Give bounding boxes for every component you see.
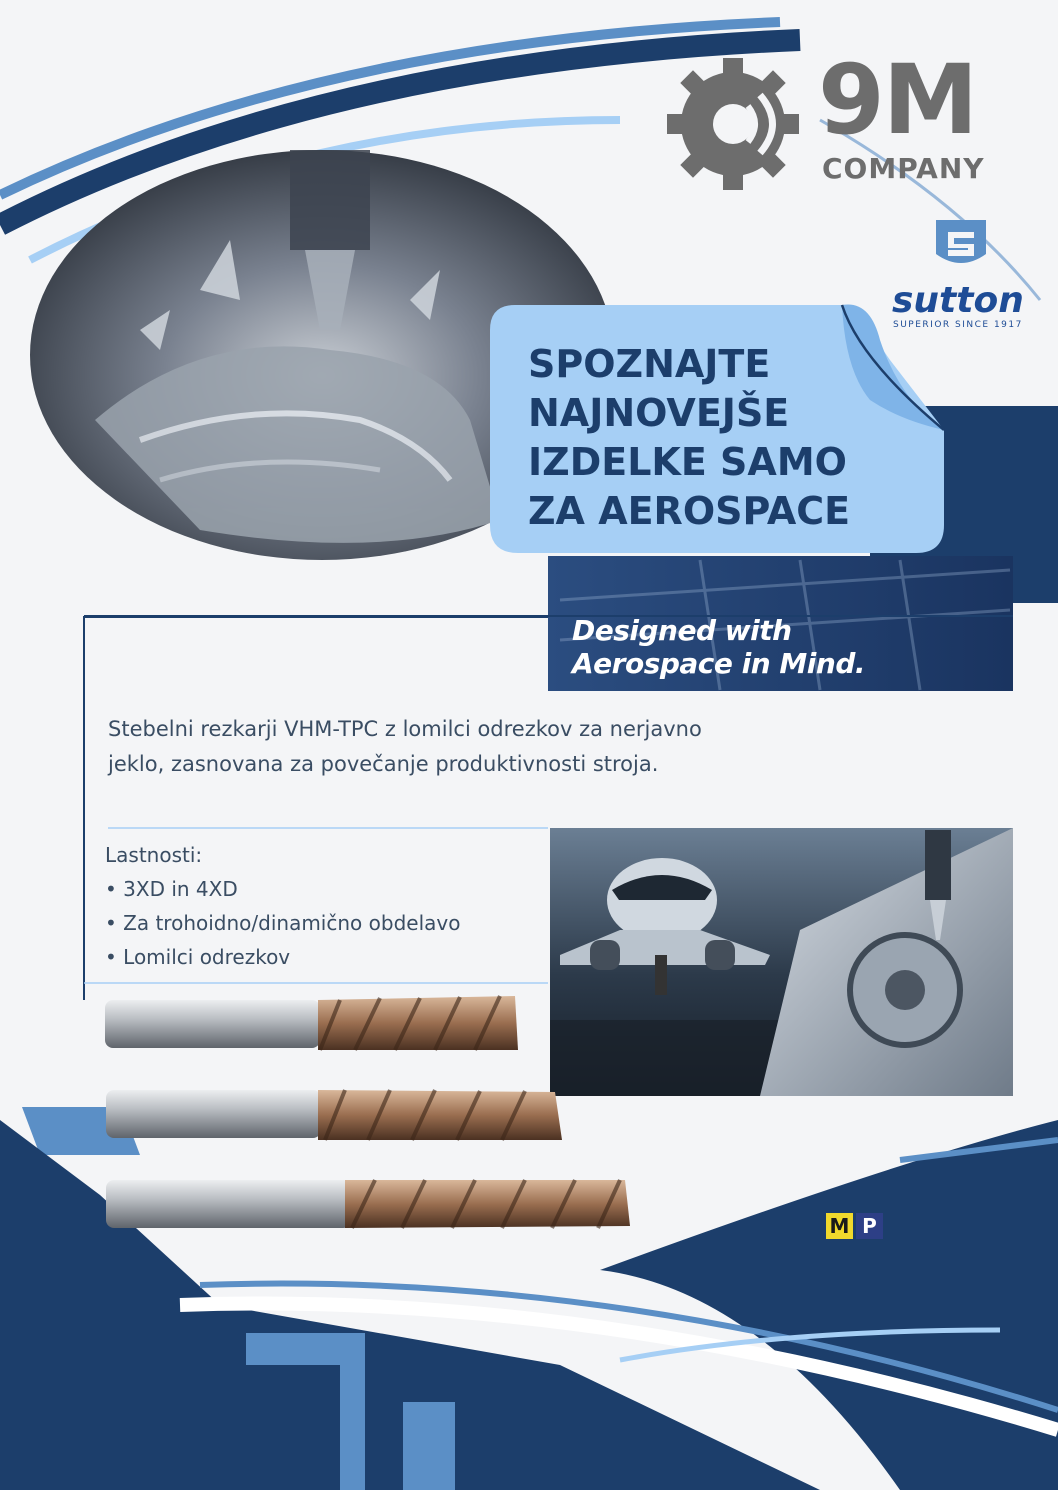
- partner-logo-text: sutton: [892, 280, 1024, 321]
- feature-item: • Lomilci odrezkov: [105, 945, 291, 969]
- banner-line-1: Designed with: [572, 614, 792, 647]
- brand-logo-text: 9M: [818, 44, 977, 156]
- partner-tagline: SUPERIOR SINCE 1917: [893, 320, 1023, 330]
- mp-badge-p: P: [856, 1213, 883, 1239]
- mp-badge-m: M: [826, 1213, 853, 1239]
- banner-line-2: Aerospace in Mind.: [572, 647, 865, 680]
- product-description: Stebelni rezkarji VHM-TPC z lomilci odrezkov za nerjavno jeklo, zasnovana za povečanje produktivnosti stroja.: [108, 717, 702, 776]
- end-mill-3: [106, 1180, 630, 1228]
- end-mill-1: [105, 996, 518, 1050]
- gear-logo-icon: [667, 58, 799, 190]
- features-title: Lastnosti:: [105, 843, 203, 867]
- feature-item: • Za trohoidno/dinamično obdelavo: [105, 911, 461, 935]
- mp-badge: [826, 1213, 886, 1239]
- headline: SPOZNAJTE NAJNOVEJŠE IZDELKE SAMO ZA AEROSPACE: [528, 342, 851, 533]
- shield-icon: [936, 220, 986, 263]
- end-mill-2: [106, 1090, 562, 1140]
- aerospace-banner-text: [572, 614, 865, 680]
- features-list: [105, 838, 460, 974]
- feature-item: • 3XD in 4XD: [105, 877, 238, 901]
- brand-subtitle: COMPANY: [822, 152, 985, 185]
